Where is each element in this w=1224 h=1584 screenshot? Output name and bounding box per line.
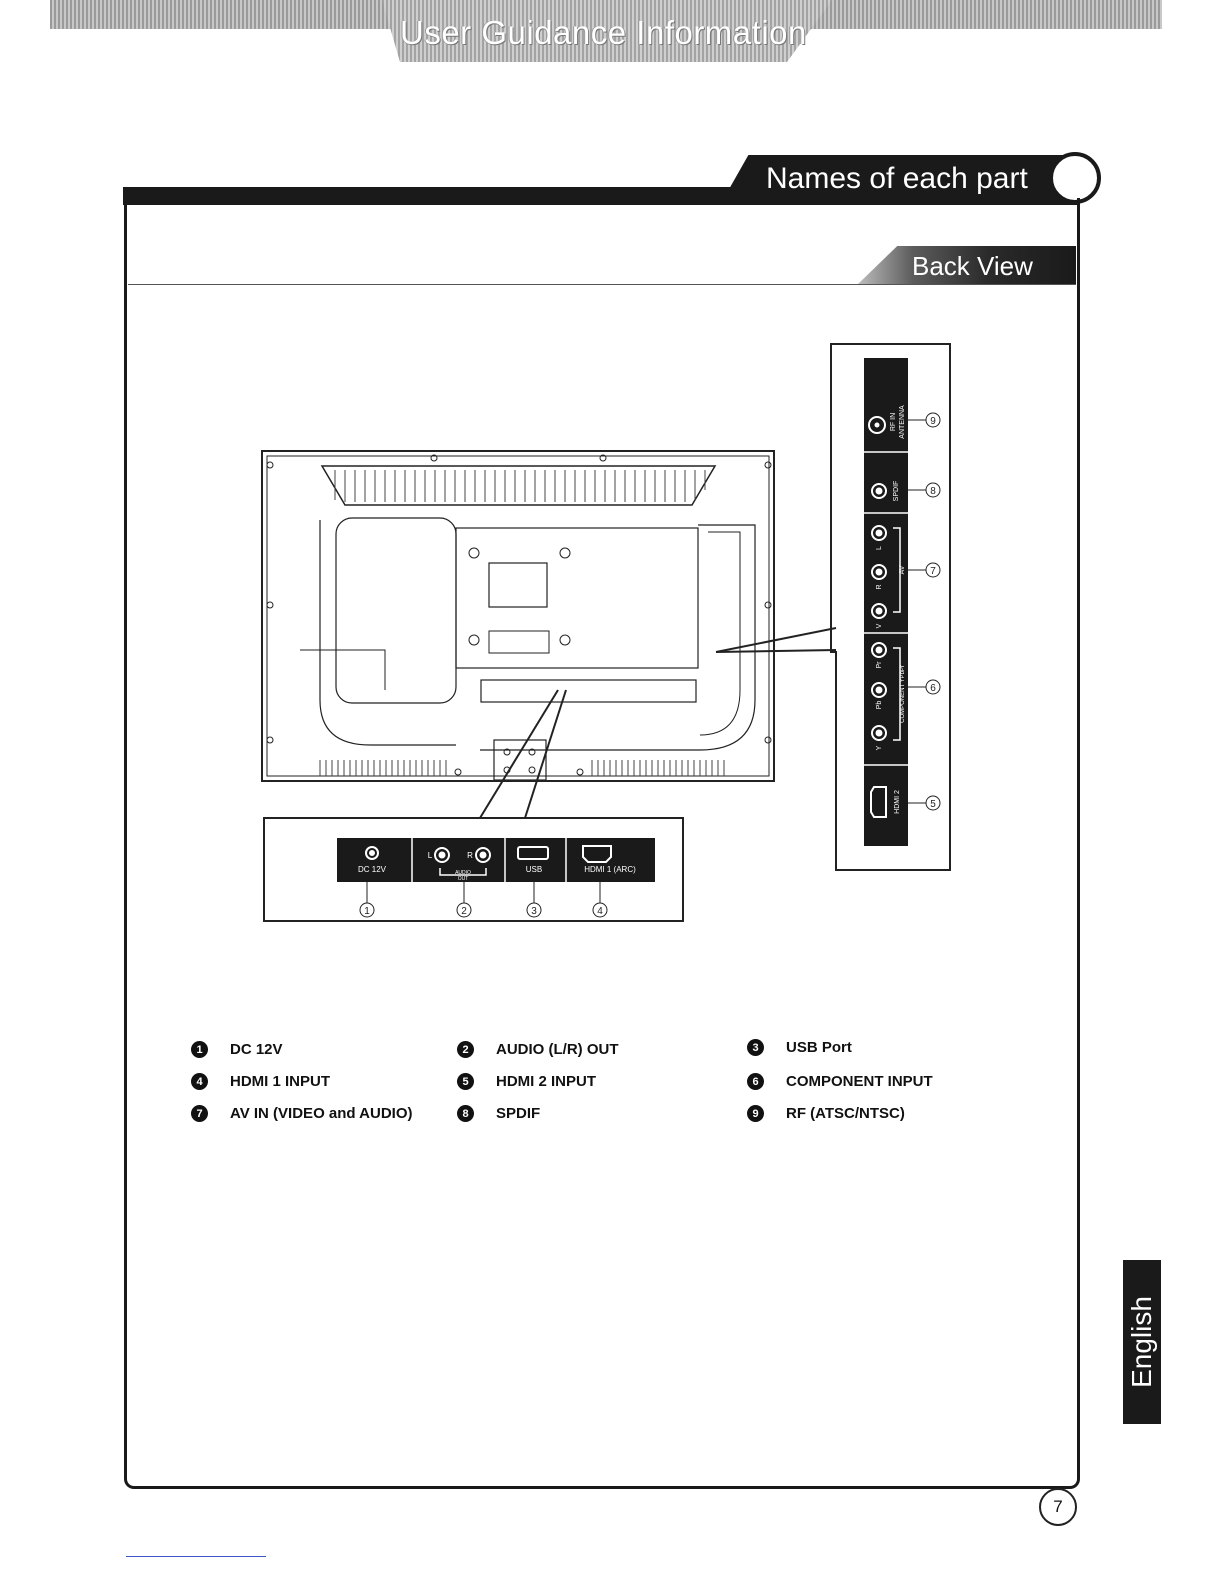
- bottom-connector-panel: [264, 818, 683, 921]
- av-r-label: R: [876, 584, 883, 590]
- legend-number: 2: [457, 1041, 474, 1058]
- section-title: Names of each part: [766, 162, 1028, 195]
- legend-label: RF (ATSC/NTSC): [786, 1105, 905, 1122]
- spdif-label: SPDIF: [893, 480, 900, 502]
- callout-6: 6: [930, 683, 936, 694]
- page-number: 7: [1039, 1488, 1077, 1526]
- usb-label: USB: [525, 865, 543, 874]
- callout-5: 5: [930, 799, 936, 810]
- page-header-title: User Guidance Information: [400, 14, 807, 51]
- callout-3: 3: [531, 906, 537, 917]
- callout-1: 1: [364, 906, 370, 917]
- audio-out-label-2: OUT: [457, 876, 469, 882]
- callout-4: 4: [597, 906, 603, 917]
- legend-number: 3: [747, 1039, 764, 1056]
- comp-y-label: Y: [876, 745, 883, 751]
- audio-out-label-1: AUDIO: [455, 870, 471, 876]
- legend-number: 9: [747, 1105, 764, 1122]
- footer-rule: [126, 1556, 266, 1557]
- callout-8: 8: [930, 486, 936, 497]
- legend-item: [457, 1105, 540, 1122]
- legend-number: 6: [747, 1073, 764, 1090]
- side-connector-panel: [831, 344, 950, 870]
- av-label: AV: [899, 565, 906, 575]
- audio-l-label: L: [427, 851, 433, 860]
- rf-label-2: ANTENNA: [899, 405, 906, 439]
- legend-number: 8: [457, 1105, 474, 1122]
- subsection-title: Back View: [912, 251, 1033, 281]
- callout-2: 2: [461, 906, 467, 917]
- legend-number: 7: [191, 1105, 208, 1122]
- legend-label: DC 12V: [230, 1041, 283, 1058]
- legend-number: 1: [191, 1041, 208, 1058]
- callout-9: 9: [930, 416, 936, 427]
- legend-item: [191, 1073, 330, 1090]
- legend-label: SPDIF: [496, 1105, 541, 1122]
- legend-label: HDMI 1 INPUT: [230, 1073, 331, 1090]
- tv-back-illustration: [262, 451, 836, 818]
- hdmi2-label: HDMI 2: [894, 790, 901, 814]
- legend-label: AV IN (VIDEO and AUDIO): [230, 1105, 413, 1122]
- av-l-label: L: [876, 546, 883, 550]
- audio-r-label: R: [467, 851, 473, 860]
- rf-label-1: RF IN: [890, 412, 897, 432]
- dc-label: DC 12V: [357, 865, 387, 874]
- comp-pb-label: Pb: [876, 700, 883, 710]
- legend-item: [747, 1039, 852, 1056]
- legend-label: AUDIO (L/R) OUT: [496, 1041, 619, 1058]
- legend-label: HDMI 2 INPUT: [496, 1073, 597, 1090]
- legend-number: 4: [191, 1073, 208, 1090]
- legend-item: [457, 1073, 596, 1090]
- comp-pr-label: Pr: [876, 661, 883, 669]
- language-tab-label: English: [1126, 1296, 1157, 1388]
- legend-label: USB Port: [786, 1039, 852, 1056]
- av-v-label: V: [876, 623, 883, 629]
- legend-item: [457, 1041, 618, 1058]
- legend-item: [191, 1105, 413, 1122]
- callout-7: 7: [930, 566, 936, 577]
- legend-item: [747, 1105, 905, 1122]
- legend-label: COMPONENT INPUT: [786, 1073, 933, 1090]
- legend-item: [747, 1073, 933, 1090]
- component-label: COMPONENT YPbPr: [900, 665, 906, 723]
- legend-number: 5: [457, 1073, 474, 1090]
- legend-item: [191, 1041, 283, 1058]
- hdmi1-label: HDMI 1 (ARC): [584, 865, 636, 874]
